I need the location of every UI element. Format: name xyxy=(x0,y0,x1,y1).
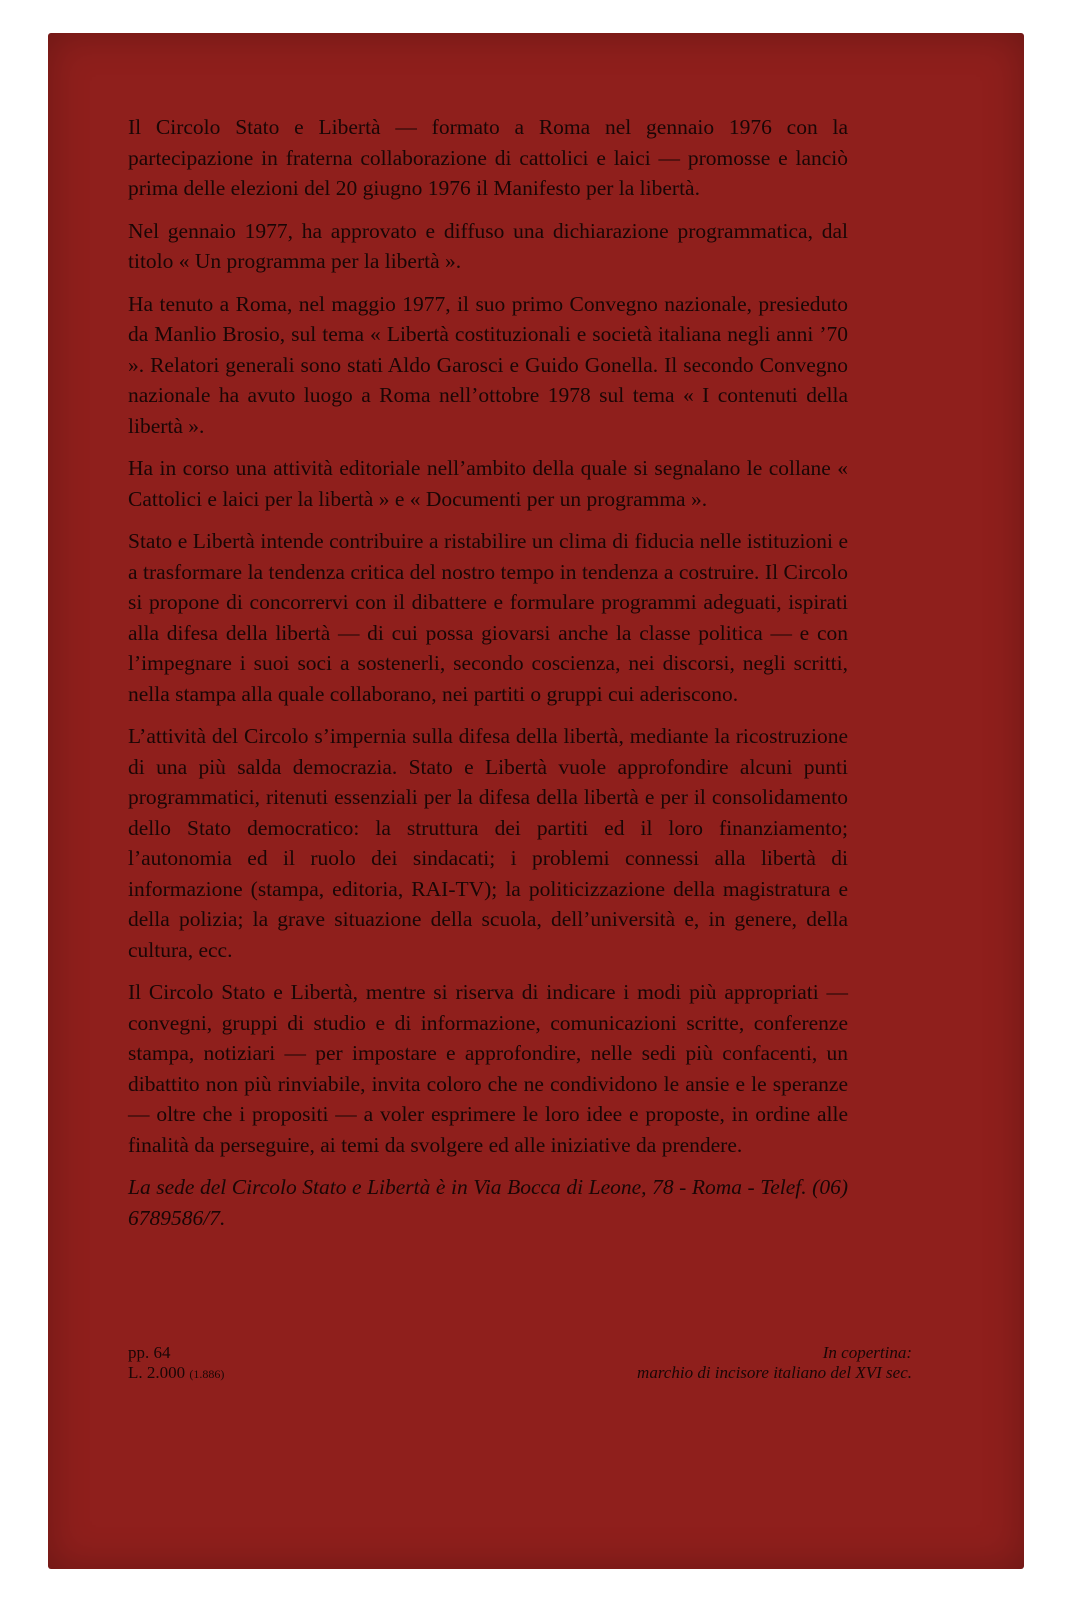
price-code: (1.886) xyxy=(189,1367,225,1381)
paragraph-5: Stato e Libertà intende contribuire a ristabilire un clima di fiducia nelle istituzioni e a trasformare la tendenza critica del nostro tempo in tendenza a costruire. Il Circolo si propone di concorrervi con il dibattere e formulare programmi adeguati, ispirati alla difesa della libertà — di cui possa giovarsi anche la classe politica — e con l’impegnare i suoi soci a sostenerli, secondo coscienza, nei discorsi, negli scritti, nella stampa alla quale collaborano, nei partiti o gruppi cui aderiscono. xyxy=(128,529,848,706)
paragraph-3: Ha tenuto a Roma, nel maggio 1977, il suo primo Convegno nazionale, presieduto da Manlio Brosio, sul tema « Libertà costituzionali e società italiana negli anni ’70 ». Relatori generali sono stati Aldo Garosci e Guido Gonella. Il secondo Convegno nazionale ha avuto luogo a Roma nell’ottobre 1978 sul tema « I contenuti della libertà ». xyxy=(128,291,848,438)
price-line xyxy=(128,1363,224,1384)
paragraph-6: L’attività del Circolo s’impernia sulla difesa della libertà, mediante la ricostruzione di una più salda democrazia. Stato e Libertà vuole approfondire alcuni punti programmatici, ritenuti essenziali per la difesa della libertà e per il consolidamento dello Stato democratico: la struttura dei partiti ed il loro finanziamento; l’autonomia ed il ruolo dei sindacati; i problemi connessi alla libertà di informazione (stampa, editoria, RAI-TV); la politicizzazione della magistratura e della polizia; la grave situazione della scuola, dell’università e, in genere, della cultura, ecc. xyxy=(128,724,848,962)
cover-description: marchio di incisore italiano del XVI sec. xyxy=(637,1363,912,1382)
paragraph-7: Il Circolo Stato e Libertà, mentre si riserva di indicare i modi più appropriati — convegni, gruppi di studio e di informazione, comunicazioni scritte, conferenze stampa, notiziari — per impostare e approfondire, nelle sedi più confacenti, un dibattito non più rinviabile, invita coloro che ne condividono le ansie e le speranze — oltre che i propositi — a voler esprimere le loro idee e proposte, in ordine alle finalità da perseguire, ai temi da svolgere ed alle iniziative da prendere. xyxy=(128,980,848,1157)
paragraph-1: Il Circolo Stato e Libertà — formato a Roma nel gennaio 1976 con la partecipazione in fraterna collaborazione di cattolici e laici — promosse e lanciò prima delle elezioni del 20 giugno 1976 il Manifesto per la libertà. xyxy=(128,115,848,200)
cover-credit xyxy=(637,1343,912,1383)
cover-text xyxy=(128,112,848,1245)
page-count: pp. 64 xyxy=(128,1343,171,1362)
paragraph-4: Ha in corso una attività editoriale nell’ambito della quale si segnalano le collane « Cattolici e laici per la libertà » e « Documenti per un programma ». xyxy=(128,456,848,511)
address-note: La sede del Circolo Stato e Libertà è in Via Bocca di Leone, 78 - Roma - Telef. (06) 6789586/7. xyxy=(128,1175,848,1230)
price: L. 2.000 xyxy=(128,1363,186,1382)
cover-label: In copertina: xyxy=(822,1343,912,1362)
price-info xyxy=(128,1343,224,1384)
paragraph-2: Nel gennaio 1977, ha approvato e diffuso una dichiarazione programmatica, dal titolo « Un programma per la libertà ». xyxy=(128,218,848,273)
